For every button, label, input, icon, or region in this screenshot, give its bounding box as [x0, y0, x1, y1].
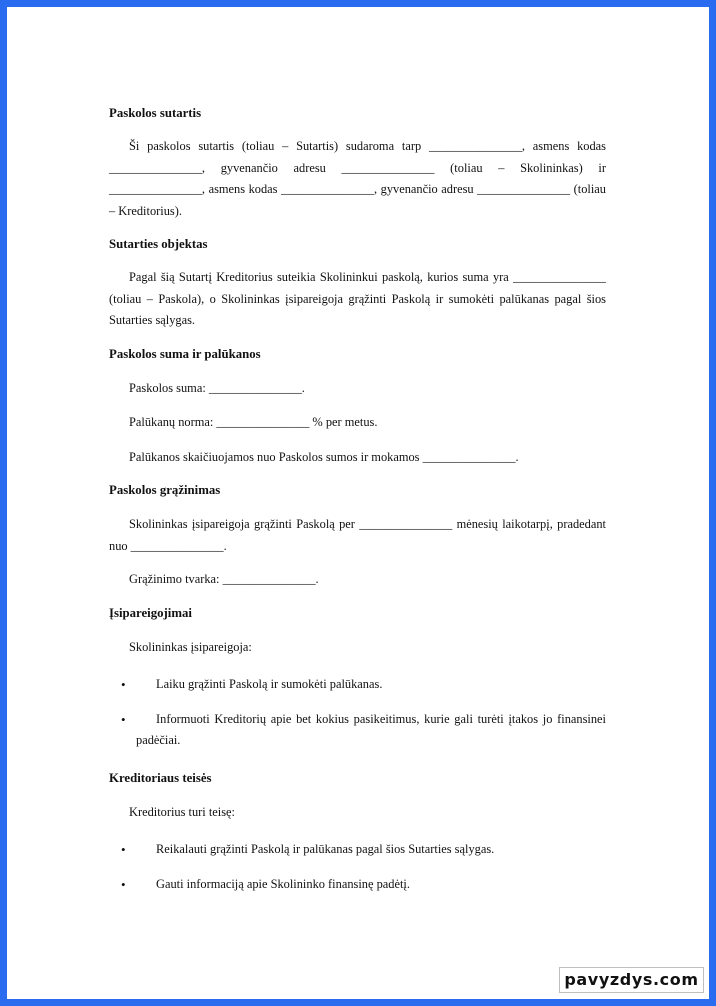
- bullet-icon: •: [121, 876, 126, 892]
- obligations-list: [109, 674, 606, 752]
- creditor-rights-list: [109, 839, 606, 895]
- document-page: [109, 98, 606, 895]
- intro-paragraph: Ši paskolos sutartis (toliau – Sutartis) sudaroma tarp _______________, asmens kodas _______________, gyvenančio adresu _______________ (toliau – Skolininkas) ir _______________, asmens kodas _______________, gyvenančio adresu _______________ (toliau – Kreditorius).: [109, 139, 606, 218]
- list-item-text: Reikalauti grąžinti Paskolą ir palūkanas pagal šios Sutarties sąlygas.: [156, 842, 495, 856]
- list-item: [109, 709, 606, 752]
- bullet-icon: •: [121, 677, 126, 692]
- list-item-text: Informuoti Kreditorių apie bet kokius pasikeitimus, kurie gali turėti įtakos jo finansinei padėčiai.: [136, 711, 606, 747]
- section-heading-repayment: Paskolos grąžinimas: [109, 483, 221, 497]
- creditor-rights-intro: Kreditorius turi teisę:: [129, 804, 235, 819]
- list-item-text: Laiku grąžinti Paskolą ir sumokėti palūkanas.: [156, 677, 383, 691]
- document-title: Paskolos sutartis: [109, 106, 202, 120]
- repayment-order-paragraph: Grąžinimo tvarka: _______________.: [129, 572, 319, 586]
- watermark-badge: pavyzdys.com: [559, 967, 704, 993]
- object-paragraph: Pagal šią Sutartį Kreditorius suteikia Skolininkui paskolą, kurios suma yra _______________ (toliau – Paskola), o Skolininkas įsipareigoja grąžinti Paskolą ir sumokėti palūkanas pagal šios Sutarties sąlygas.: [109, 270, 606, 327]
- list-item: [109, 674, 606, 696]
- list-item: [109, 874, 606, 896]
- section-heading-amount: Paskolos suma ir palūkanos: [109, 346, 261, 361]
- amount-paragraph: Paskolos suma: _______________.: [129, 380, 305, 395]
- section-heading-creditor-rights: Kreditoriaus teisės: [109, 770, 212, 785]
- section-heading-object: Sutarties objektas: [109, 237, 208, 251]
- list-item: [109, 839, 606, 861]
- interest-calc-paragraph: Palūkanos skaičiuojamos nuo Paskolos sumos ir mokamos _______________.: [129, 449, 519, 464]
- repayment-paragraph: Skolininkas įsipareigoja grąžinti Paskolą per _______________ mėnesių laikotarpį, pradedant nuo _______________.: [109, 517, 606, 553]
- obligations-intro: Skolininkas įsipareigoja:: [129, 639, 252, 654]
- bullet-icon: •: [121, 711, 126, 727]
- list-item-text: Gauti informaciją apie Skolininko finansinę padėtį.: [156, 876, 410, 891]
- interest-rate-paragraph: Palūkanų norma: _______________ % per metus.: [129, 415, 378, 429]
- bullet-icon: •: [121, 842, 126, 857]
- section-heading-obligations: Įsipareigojimai: [109, 605, 192, 620]
